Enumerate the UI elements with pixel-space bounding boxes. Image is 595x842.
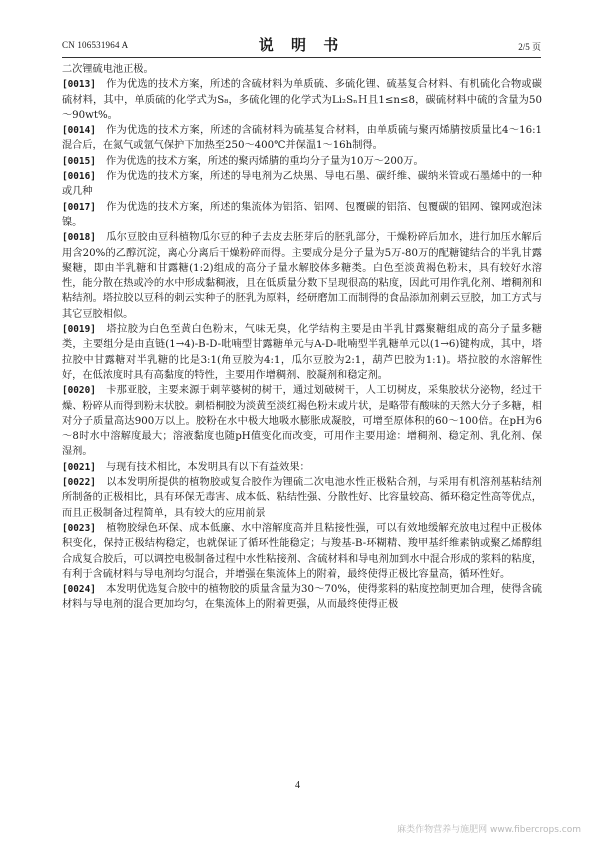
page-indicator: 2/5 页	[518, 42, 541, 52]
paragraph-number: [0015]	[62, 155, 96, 167]
paragraph-number: [0016]	[62, 171, 96, 183]
paragraph-text: 与现有技术相比，本发明具有以下有益效果：	[106, 461, 310, 473]
paragraph	[62, 123, 542, 154]
paragraph	[62, 582, 542, 613]
paragraph-number: [0021]	[62, 461, 96, 473]
paragraph	[62, 521, 542, 582]
paragraph-text: 以本发明所提供的植物胶或复合胶作为锂硫二次电池水性正极粘合剂，与采用有机溶剂基粘结剂所制备的正极相比，具有环保无毒害、成本低、粘结性强、分散性好、比容量较高、循环稳定性高等优点，而且正极制备过程简单，具有较大的应用前景	[62, 477, 542, 519]
intro-line: 二次锂硫电池正极。	[62, 64, 154, 75]
paragraph-text: 作为优选的技术方案，所述的聚丙烯腈的重均分子量为10万～200万。	[106, 155, 424, 167]
paragraph-text: 本发明优选复合胶中的植物胶的质量含量为30～70%，使得浆料的粘度控制更加合理，使得含硫材料与导电剂的混合更加均匀，在集流体上的附着更强，从而最终使得正极	[62, 584, 542, 611]
paragraph	[62, 230, 542, 322]
paragraph-number: [0017]	[62, 201, 96, 213]
paragraph-text: 作为优选的技术方案，所述的含硫材料为硫基复合材料，由单质硫与聚丙烯腈按质量比4～16:1混合后，在氮气或氩气保护下加热至250～400℃并保温1～16h制得。	[62, 125, 542, 152]
paragraph-text: 瓜尔豆胶由豆科植物瓜尔豆的种子去皮去胚芽后的胚乳部分，干燥粉碎后加水，进行加压水解后用含20%的乙醇沉淀，离心分离后干燥粉碎而得。主要成分是分子量为5万-80万的配糖键结合的半乳甘露聚糖，即由半乳糖和甘露糖(1:2)组成的高分子量水解胶体多糖类。白色至淡黄褐色粉末，具有较好水溶性，能分散在热或冷的水中形成黏稠液，且在低质量分数下呈现很高的粘度，因此可用作乳化剂、增稠剂和粘结剂。塔拉胶以豆科的刺云实种子的胚乳为原料，经研磨加工而制得的食品添加剂刺云豆胶，加工方式与其它豆胶相似。	[62, 232, 542, 320]
watermark-text: 麻类作物营养与施肥网 www.fibercrops.com	[397, 825, 581, 835]
paragraph-number: [0013]	[62, 79, 96, 91]
paragraph-number: [0023]	[62, 522, 96, 534]
header-divider	[62, 57, 541, 58]
paragraph	[62, 475, 542, 521]
paragraph-number: [0019]	[62, 324, 96, 336]
paragraph-number: [0020]	[62, 385, 96, 397]
paragraph-number: [0014]	[62, 125, 96, 137]
paragraph	[62, 154, 542, 169]
paragraph-text: 塔拉胶为白色至黄白色粉末，气味无臭，化学结构主要是由半乳甘露聚糖组成的高分子量多糖类，主要组分是由直链(1→4)-B-D-吡喃型甘露糖单元与A-D-吡喃型半乳糖单元以(1→6)键构成，其中，塔拉胶中甘露糖对半乳糖的比是3:1(角豆胶为4:1，瓜尔豆胶为2:1，葫芦巴胶为1:1)。塔拉胶的水溶解性好，在低浓度时具有高黏度的特性，主要用作增稠剂、胶凝剂和稳定剂。	[62, 324, 542, 381]
document-title: 说 明 书	[258, 36, 345, 54]
paragraph-number: [0024]	[62, 584, 96, 596]
paragraph-text: 植物胶绿色环保、成本低廉、水中溶解度高并且粘接性强，可以有效地缓解充放电过程中正极体积变化，保持正极结构稳定，也就保证了循环性能稳定；与羧基-B-环糊精、羧甲基纤维素钠或聚乙烯醇组合成复合胶后，可以调控电极制备过程中水性粘接剂、含硫材料和导电剂加到水中混合形成的浆料的粘度，有利于含硫材料与导电剂均匀混合，并增强在集流体上的附着，最终使得正极比容量高，循环性好。	[62, 522, 542, 580]
paragraph-text: 作为优选的技术方案，所述的导电剂为乙炔黑、导电石墨、碳纤维、碳纳米管或石墨烯中的一种或几种	[62, 171, 542, 198]
paragraph	[62, 77, 542, 123]
paragraph	[62, 383, 542, 459]
paragraph	[62, 322, 542, 383]
paragraph-text: 卡那亚胶，主要来源于刺苹婆树的树干，通过划破树干，人工切树皮，采集胶状分泌物，经过干燥、粉碎从而得到粉末状胶。刺梧桐胶为淡黄至淡红褐色粉末或片状，是略带有酸味的天然大分子多糖，相对分子质量高达900万以上。胶粉在水中极大地吸水膨胀成凝胶，可增至原体积的60～100倍。在pH为6～8时水中溶解度最大；溶液黏度也随pH值变化而改变，可用作主要用途：增稠剂、稳定剂、乳化剂、保湿剂。	[62, 385, 542, 458]
paragraph-list	[62, 77, 542, 612]
page-header	[62, 34, 541, 56]
paragraph	[62, 200, 542, 231]
paragraph-number: [0018]	[62, 232, 96, 244]
paragraph-number: [0022]	[62, 477, 96, 489]
page-number: 4	[295, 780, 300, 791]
paragraph	[62, 169, 542, 200]
document-body	[62, 62, 542, 613]
paragraph-text: 作为优选的技术方案，所述的集流体为铝箔、铝网、包覆碳的铝箔、包覆碳的铝网、镍网或泡沫镍。	[62, 201, 542, 228]
publication-number: CN 106531964 A	[62, 40, 129, 50]
paragraph-text: 作为优选的技术方案，所述的含硫材料为单质硫、多硫化锂、硫基复合材料、有机硫化合物或碳硫材料，其中，单质硫的化学式为S₈，多硫化锂的化学式为Li₂SₙＨ且1≤n≤8，碳硫材料中硫的含量为50～90wt%。	[62, 79, 542, 121]
paragraph	[62, 460, 542, 475]
